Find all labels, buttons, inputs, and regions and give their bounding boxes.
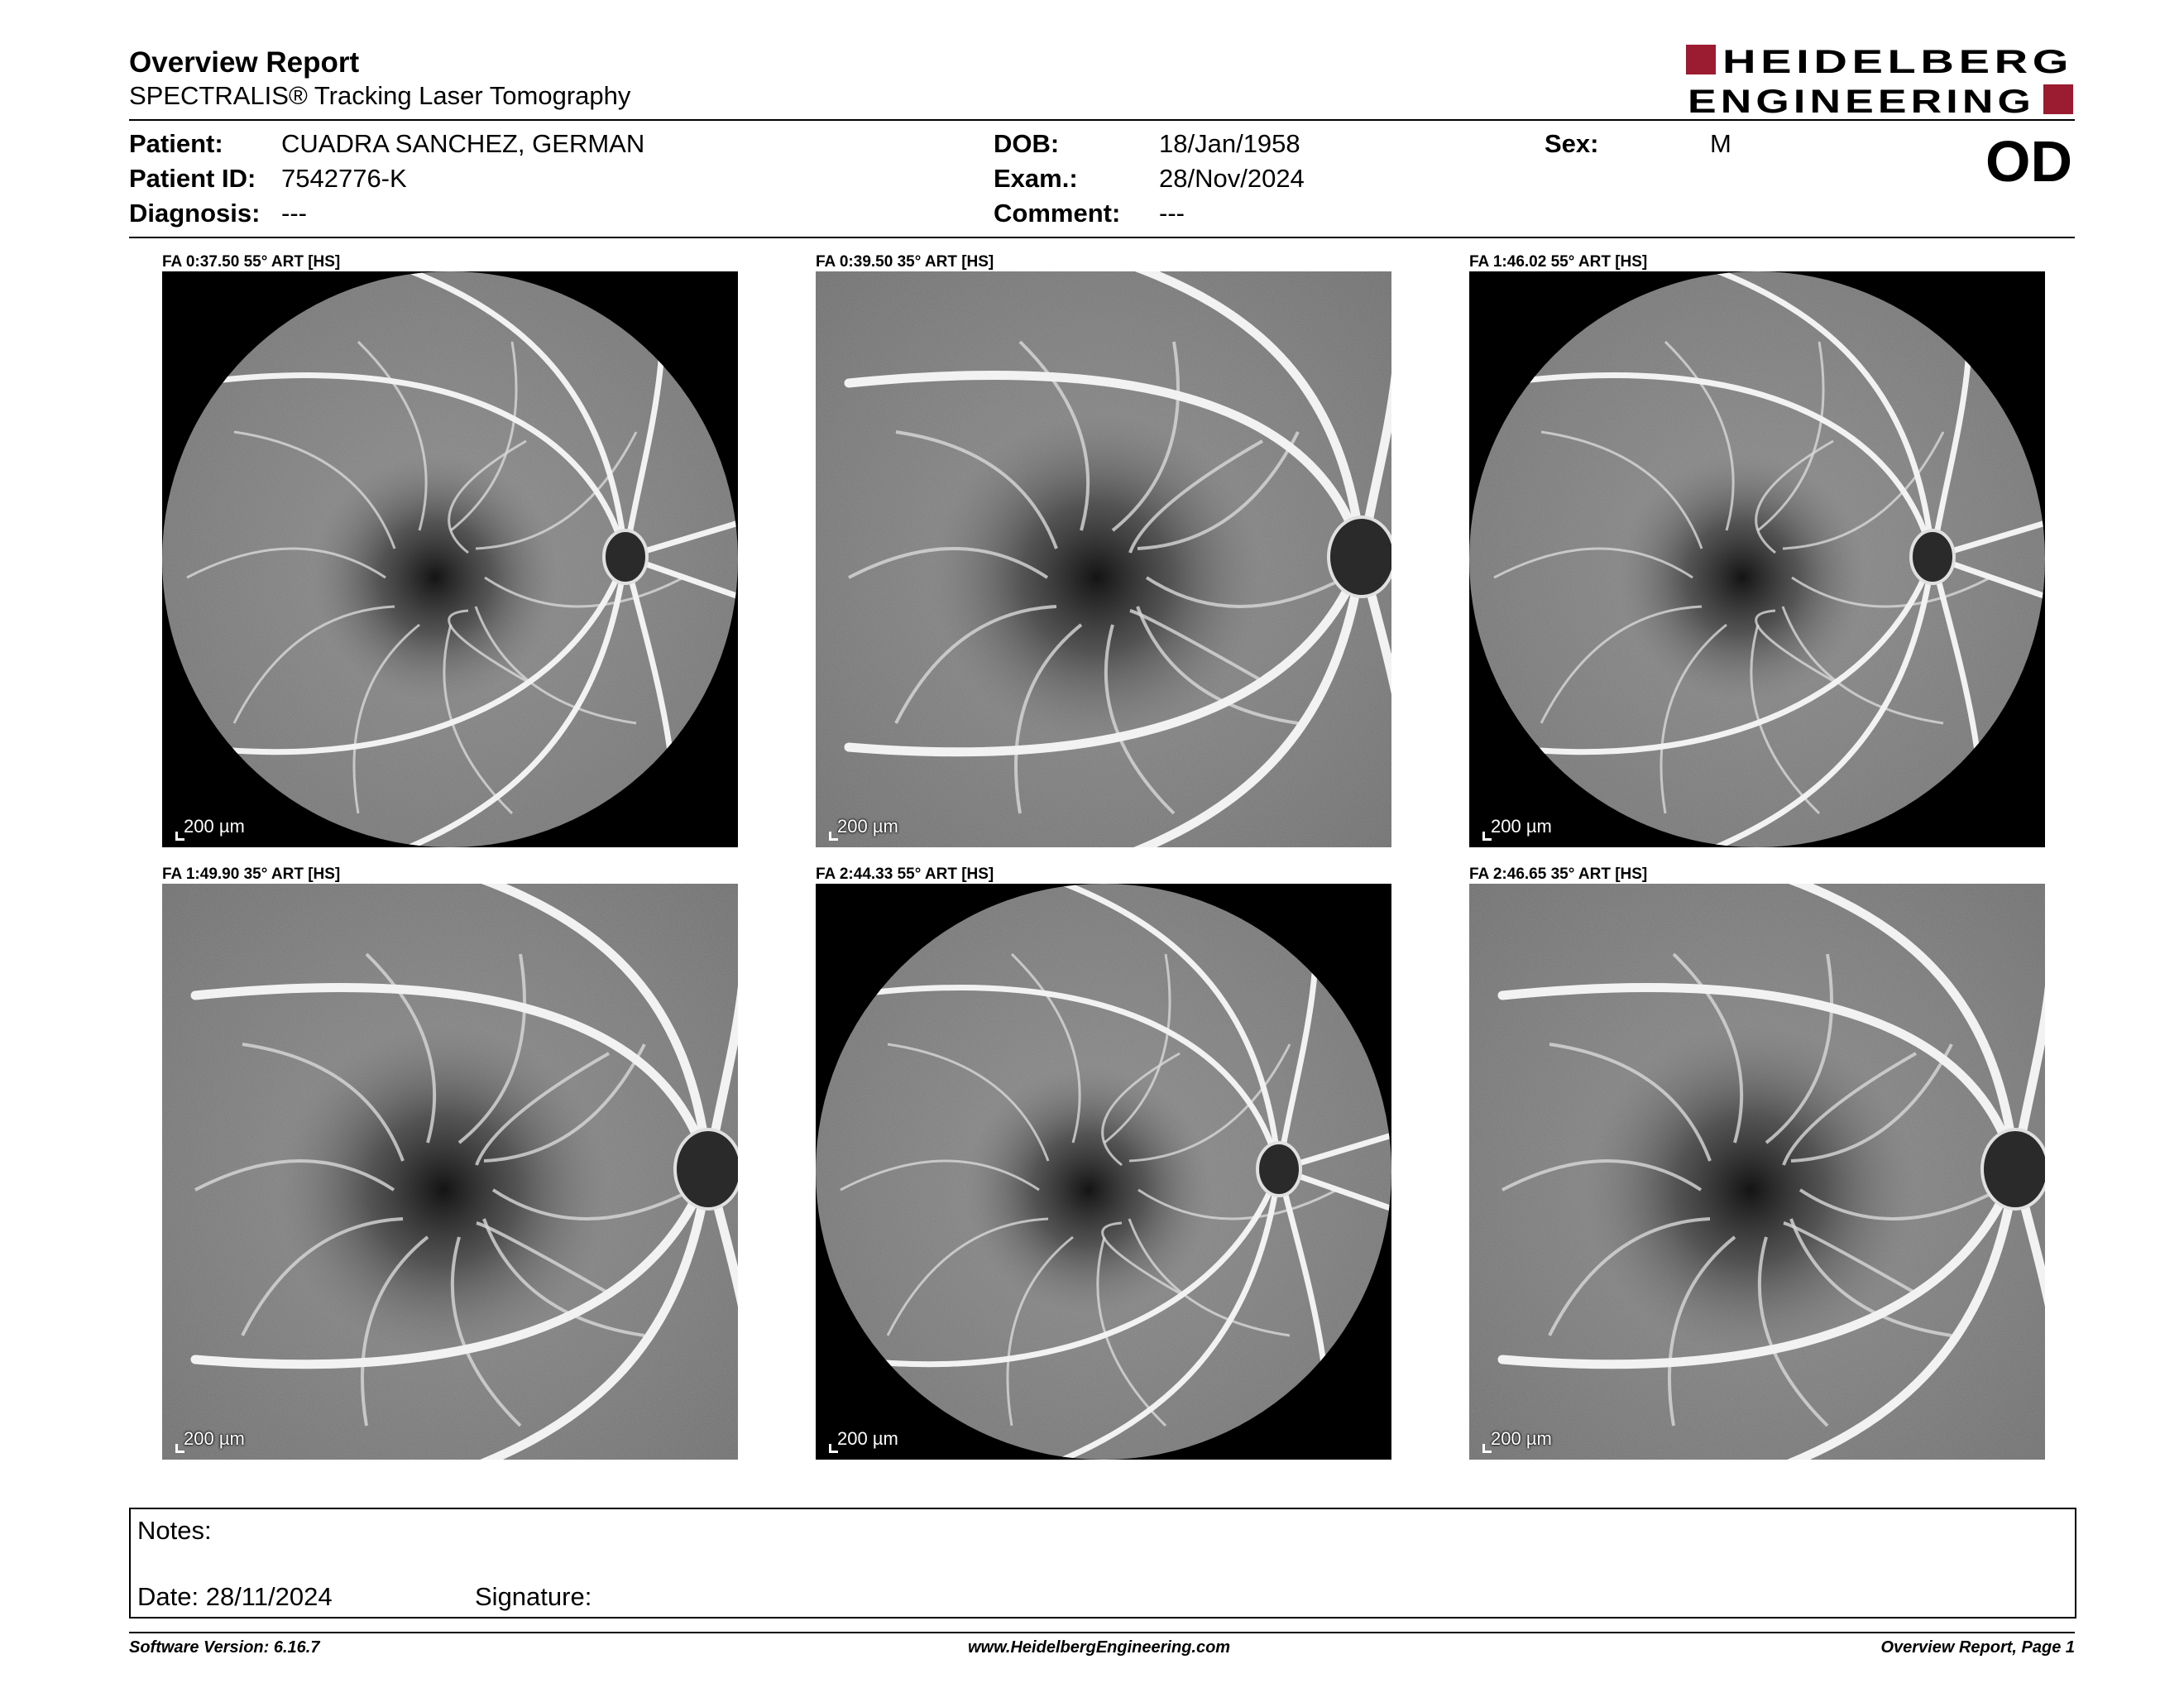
fundus-panel bbox=[1469, 253, 2045, 849]
image-label: FA 0:39.50 35° ART [HS] bbox=[816, 253, 994, 271]
image-label: FA 2:46.65 35° ART [HS] bbox=[1469, 866, 1648, 883]
patient-id-label: Patient ID: bbox=[129, 164, 256, 193]
fundus-panel bbox=[162, 866, 738, 1461]
exam-label: Exam.: bbox=[994, 164, 1078, 193]
dob-label: DOB: bbox=[994, 129, 1060, 158]
diagnosis-value: --- bbox=[281, 199, 307, 228]
fundus-panel bbox=[816, 866, 1391, 1461]
fundus-image bbox=[1469, 884, 2045, 1460]
exam-value: 28/Nov/2024 bbox=[1159, 164, 1305, 193]
fundus-image bbox=[816, 271, 1391, 847]
scale-label: 200 µm bbox=[837, 816, 898, 837]
patient-label: Patient: bbox=[129, 129, 223, 158]
notes-label: Notes: bbox=[137, 1516, 212, 1545]
patient-id-value: 7542776-K bbox=[281, 164, 407, 193]
scale-label: 200 µm bbox=[184, 1428, 245, 1449]
report-subtitle: SPECTRALIS® Tracking Laser Tomography bbox=[129, 81, 631, 110]
sex-label: Sex: bbox=[1545, 129, 1599, 158]
image-label: FA 1:49.90 35° ART [HS] bbox=[162, 866, 341, 883]
fundus-panel bbox=[1469, 866, 2045, 1461]
logo-line-2: ENGINEERING bbox=[1688, 84, 2035, 117]
scale-label: 200 µm bbox=[837, 1428, 898, 1449]
fundus-image bbox=[816, 884, 1391, 1460]
logo-line-1: HEIDELBERG bbox=[1722, 44, 2073, 80]
sex-value: M bbox=[1710, 129, 1731, 158]
fundus-image bbox=[1469, 271, 2045, 847]
software-version: Software Version: 6.16.7 bbox=[129, 1638, 320, 1657]
info-rule bbox=[129, 237, 2075, 238]
fundus-image bbox=[162, 884, 738, 1460]
header-rule bbox=[129, 119, 2075, 121]
diagnosis-label: Diagnosis: bbox=[129, 199, 261, 228]
website: www.HeidelbergEngineering.com bbox=[968, 1638, 1231, 1657]
page-number: Overview Report, Page 1 bbox=[1880, 1638, 2075, 1657]
scale-label: 200 µm bbox=[1491, 816, 1552, 837]
comment-label: Comment: bbox=[994, 199, 1121, 228]
dob-value: 18/Jan/1958 bbox=[1159, 129, 1300, 158]
scale-label: 200 µm bbox=[184, 816, 245, 837]
date-label: Date: 28/11/2024 bbox=[137, 1582, 333, 1611]
fundus-panel bbox=[816, 253, 1391, 849]
fundus-panel bbox=[162, 253, 738, 849]
eye-indicator: OD bbox=[1985, 129, 2072, 194]
heidelberg-logo bbox=[1686, 41, 2075, 117]
notes-box[interactable] bbox=[129, 1508, 2076, 1618]
comment-value: --- bbox=[1159, 199, 1185, 228]
patient-value: CUADRA SANCHEZ, GERMAN bbox=[281, 129, 645, 158]
scale-label: 200 µm bbox=[1491, 1428, 1552, 1449]
fundus-image bbox=[162, 271, 738, 847]
image-label: FA 2:44.33 55° ART [HS] bbox=[816, 866, 994, 883]
footer-rule bbox=[129, 1632, 2075, 1633]
image-label: FA 0:37.50 55° ART [HS] bbox=[162, 253, 341, 271]
signature-label: Signature: bbox=[475, 1582, 592, 1611]
image-label: FA 1:46.02 55° ART [HS] bbox=[1469, 253, 1648, 271]
report-title: Overview Report bbox=[129, 46, 360, 79]
